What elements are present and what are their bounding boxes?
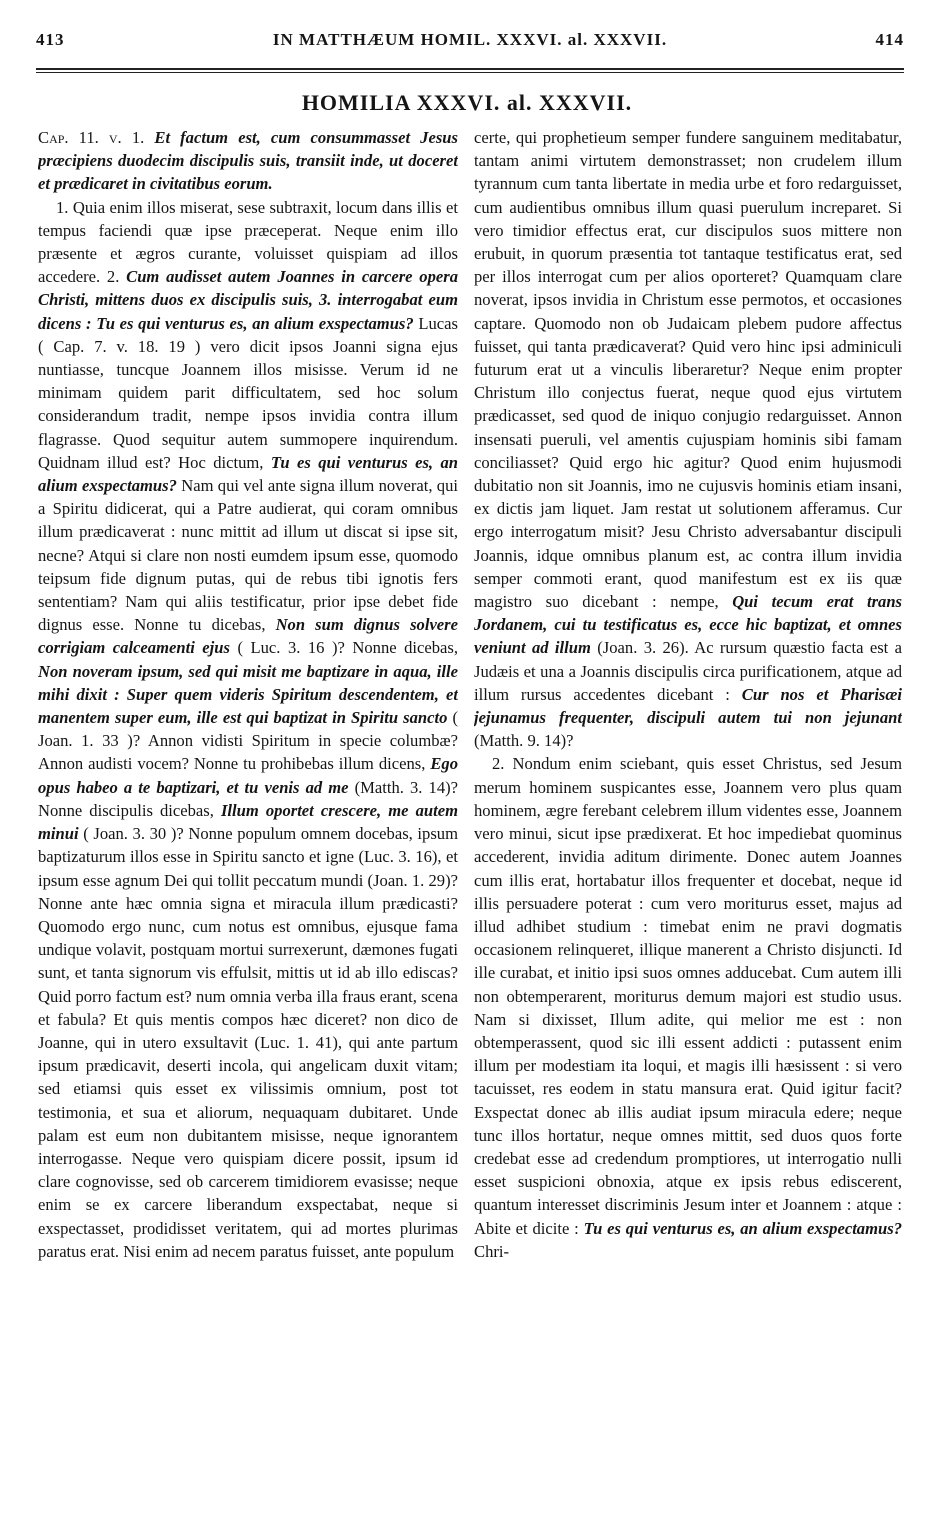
text-run: certe, qui prophetieum semper fundere sanguinem meditabatur, tantam animi virtutem demonstrasset; non crudelem illum tyrannum cum tanta libertate in media urbe et foro redarguisset, cum audientibus omnibus illum quasi puerulum increparet. Si vero timidior effectus erat, cur discipulos suos mittere non erubuit, in quorum præsentia tot tantaque testificatus erat, sed per illos interrogat cum per alios oporteret? Quamquam clare noverat, ipsos invidia in Christum esse permotos, et occasiones captare. Quomodo non ob Judaicam plebem pudore affectus fuisset, qui tanta prædicaverat? Quid vero hinc ipsi adminiculi futurum erat ut a vinculis liberaretur? Neque enim propter Christum illo conjectus fuerat, neque quod ejus virtutem prædicasset, sed quod de iniquo conjugio redarguisset. Annon insensati pueruli, vel amentis cujuspiam hominis sibi famam conciliasset? Quid ergo hic agitur? Quod enim hujusmodi dubitatio non sit Joannis, imo ne cujusvis hominis etiam insani, ex dictis jam liquet. Jam restat ut solutionem afferamus. Cur ergo interrogatum misit? Jesu Christo adversabantur discipuli Joannis, idque omnibus planum est, ac contra illum invidia semper commoti erant, quod manifestum est ex iis quæ magistro suo dicebant : nempe, — [474, 128, 902, 612]
scripture-quote: Ego opus habeo a te baptizari, et tu venis ad me — [38, 754, 458, 797]
text-run: ( Joan. 1. 33 )? Annon vidisti Spiritum in specie columbæ? Annon audisti vocem? Nonne tu prohibebas illum dicens, — [38, 708, 458, 774]
scripture-quote: Non noveram ipsum, sed qui misit me baptizare in aqua, ille mihi dixit : Super quem videris Spiritum descendentem, et manentem super eum, ille est qui baptizat in Spiritu sancto — [38, 661, 458, 728]
left-column — [38, 126, 458, 1526]
scripture-quote: Tu es qui venturus es, an alium exspectamus? — [38, 452, 458, 496]
scripture-quote: Et factum est, cum consummasset Jesus præcipiens duodecim discipulis suis, transiit inde, ut doceret et prædicaret in civitatibus eorum. — [38, 128, 458, 194]
text-run: ( Joan. 3. 30 )? Nonne populum omnem docebas, ipsum baptizaturum illos esse in Spiritu sancto et igne (Luc. 3. 16), et ipsum esse agnum Dei qui tollit peccatum mundi (Joan. 1. 29)? Nonne ante hæc omnia signa et miracula illum prædicasti? Quomodo ergo nunc, cum notus est omnibus, ejusque fama undique volavit, postquam mortui surrexerunt, dæmones fugati sunt, et tanta signorum vis effulsit, mittis ut id ab illo ediscas? Quid porro factum est? num omnia verba illa fraus erant, scena et fabula? Et quis mentis compos hæc diceret? non dico de Joanne, qui in utero exsultavit (Luc. 1. 41), qui ante partum ipsum prædicavit, deserti incola, qui angelicam duxit vitam; sed etiamsi quis esset ex vilissimis omnium, post tot testimonia, et sua et aliorum, nequaquam dubitaret. Unde palam est eum non dubitantem misisse, neque ignorantem interrogasse. Neque vero quispiam dicere possit, ipsum id clare cognovisse, sed ob carcerem timidiorem evasisse; neque enim se ex carcere liberandum exspectabat, neque si exspectasset, prodidisset veritatem, qui ad mortes plurimas paratus erat. Nisi enim ad necem paratus fuisset, ante populum — [38, 824, 458, 1261]
running-title: IN MATTHÆUM HOMIL. XXXVI. al. XXXVII. — [272, 30, 668, 49]
running-head — [36, 30, 904, 58]
text-run: Chri- — [474, 1241, 510, 1261]
text-run: (Joan. 3. 26). Ac rursum quæstio facta est a Judæis et una a Joannis discipulis circa purificationem, atque ad illum rursus accedentes dicebant : — [474, 638, 902, 704]
text-run: 2. Nondum enim sciebant, quis esset Christus, sed Jesum merum hominem suspicantes esse, Joannem vero plus quam hominem, ægre ferebant celebrem illum videntes esse, Joannem vero minui, sicut ipse prædixerat. Et hoc impediebat quominus accederent, invidia aditum dirimente. Donec autem Joannes cum illis erat, hortabatur illos frequenter et docebat, neque id illis persuadere poterat : cum vero moriturus esset, majus ad illud adhibet studium : timebat enim ne pravi dogmatis occasionem relinqueret, illique manerent a Christo disjuncti. Id ille curabat, et initio ipsi suos omnes adducebat. Cum autem illi non obtemperarent, moriturus demum majori est studio usus. Nam si dixisset, Illum adite, qui melior me est : non obtemperassent, quod sic illi essent addicti : putassent enim illum per modestiam ita loqui, et magis illi hæsissent : si vero tacuisset, res eodem in statu mansura erat. Quid igitur facit? Exspectat donec ab illis audiat ipsum miracula edere; neque tunc illos hortatur, neque omnes mittit, sed duos quos forte credebat esse ad credendum promptiores, ut interrogatio nulli esset suspicioni obnoxia, atque ex ipsis rebus ediscerent, quantum interesset discriminis Jesum inter et Joannem : atque : Abite et dicite : — [474, 754, 902, 1238]
header-rule — [36, 68, 904, 70]
chapter-heading — [38, 126, 458, 196]
scripture-quote: Tu es qui venturus es, an alium exspectamus? — [583, 1218, 902, 1238]
text-run: ( Luc. 3. 16 )? Nonne dicebas, — [229, 638, 458, 658]
scripture-quote: Qui tecum erat trans Jordanem, cui tu testificatus es, ecce hic baptizat, et omnes veniunt ad illum — [474, 592, 902, 658]
text-run: (Matth. 3. 14)? Nonne discipulis dicebas, — [38, 777, 458, 820]
text-run: (Matth. 9. 14)? — [474, 731, 574, 751]
scripture-quote: Cum audisset autem Joannes in carcere opera Christi, mittens duos ex discipulis suis, 3. interrogabat eum dicens : Tu es qui venturus es, an alium exspectamus? — [38, 267, 458, 333]
scripture-quote: Cur nos et Pharisæi jejunamus frequenter, discipuli autem tui non jejunant — [474, 684, 902, 728]
header-rule-thin — [36, 72, 904, 73]
text-run: Nam qui vel ante signa illum noverat, qui a Spiritu didicerat, qui a Patre audierat, qui coram omnibus illum prædicaverat : nunc mittit ad illum ut discat si ipse sit, necne? Atqui si clare non nosti eumdem ipsum esse, quomodo teipsum fide dignum putas, qui de rebus tibi ignotis fers sententiam? Nam qui aliis testificatur, prior ipse debet fide dignus esse. Nonne tu dicebas, — [38, 476, 458, 635]
page-number-right: 414 — [875, 30, 904, 49]
scripture-quote: Non sum dignus solvere corrigiam calceamenti ejus — [38, 615, 458, 658]
page-number-left: 413 — [36, 30, 65, 49]
paragraph — [38, 196, 458, 1263]
scripture-quote: Illum oportet crescere, me autem minui — [38, 800, 458, 844]
homily-title: HOMILIA XXXVI. al. XXXVII. — [301, 90, 633, 115]
right-column — [474, 126, 902, 1526]
text-run: 1. Quia enim illos miserat, sese subtraxit, locum dans illis et tempus faciendi quæ ipse præceperat. Neque enim illo præsente et ægros curante, voluisset quispiam ad illos accedere. 2. — [38, 197, 458, 287]
paragraph — [474, 126, 902, 752]
chapter-ref: Cap. 11. v. 1. — [38, 128, 155, 147]
text-run: Lucas ( Cap. 7. v. 18. 19 ) vero dicit ipsos Joanni signa ejus nuntiasse, tuncque Joannem illos misisse. Verum id ne minimam quidem parit difficultatem, sed hoc solum considerandum tradit, nempe ipsos invidia contra illum flagrasse. Quod sequitur autem summopere inquirendum. Quidnam illud est? Hoc dictum, — [38, 313, 458, 472]
paragraph — [474, 752, 902, 1262]
